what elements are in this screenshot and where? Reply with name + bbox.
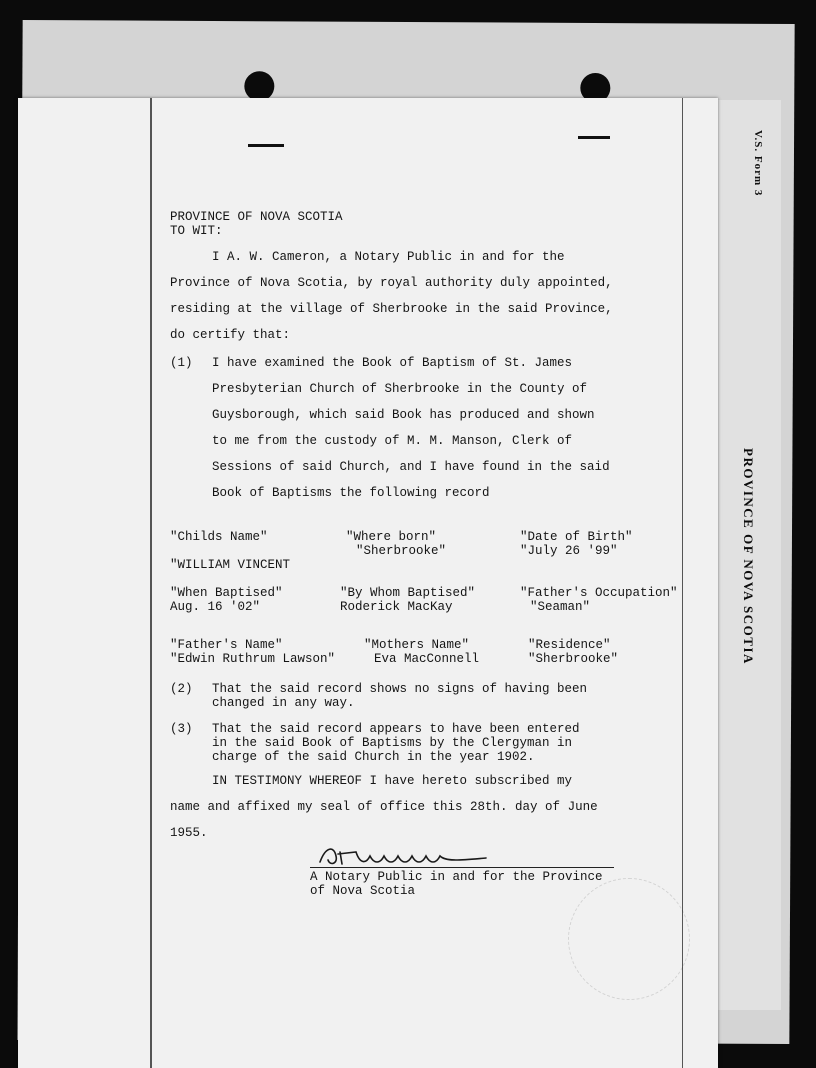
childs-name-value: "WILLIAM VINCENT (170, 558, 291, 572)
clause-line: That the said record shows no signs of having been (212, 682, 588, 696)
testimony-line: 1955. (170, 826, 208, 840)
clause-line: That the said record appears to have been entered (212, 722, 580, 736)
province-heading: PROVINCE OF NOVA SCOTIA (170, 210, 343, 224)
fathers-occupation-value: "Seaman" (530, 600, 591, 614)
intro-line: do certify that: (170, 328, 291, 342)
header-dash-right (578, 136, 610, 139)
clause-number: (3) (170, 722, 193, 736)
clause-line: charge of the said Church in the year 1902. (212, 750, 535, 764)
clause-line: in the said Book of Baptisms by the Clergyman in (212, 736, 573, 750)
embossed-seal (568, 878, 690, 1000)
testimony-line: IN TESTIMONY WHEREOF I have hereto subscribed my (212, 774, 573, 788)
clause-line: to me from the custody of M. M. Manson, Clerk of (212, 434, 573, 448)
childs-name-label: "Childs Name" (170, 530, 268, 544)
signature-scribble (316, 842, 496, 870)
intro-line: residing at the village of Sherbrooke in the said Province, (170, 302, 613, 316)
by-whom-label: "By Whom Baptised" (340, 586, 476, 600)
mothers-name-value: Eva MacConnell (374, 652, 480, 666)
intro-line: Province of Nova Scotia, by royal authority duly appointed, (170, 276, 613, 290)
clause-line: changed in any way. (212, 696, 355, 710)
clause-line: Book of Baptisms the following record (212, 486, 490, 500)
when-baptised-label: "When Baptised" (170, 586, 283, 600)
punch-hole-left (244, 71, 274, 101)
fathers-name-value: "Edwin Ruthrum Lawson" (170, 652, 336, 666)
clause-number: (2) (170, 682, 193, 696)
margin-rule-left (150, 98, 152, 1068)
to-wit: TO WIT: (170, 224, 223, 238)
fathers-name-label: "Father's Name" (170, 638, 283, 652)
form-label: V.S. Form 3 (752, 130, 764, 197)
header-dash-left (248, 144, 284, 147)
clause-line: Guysborough, which said Book has produced and shown (212, 408, 595, 422)
mothers-name-label: "Mothers Name" (364, 638, 470, 652)
testimony-line: name and affixed my seal of office this 28th. day of June (170, 800, 598, 814)
when-baptised-value: Aug. 16 '02" (170, 600, 261, 614)
intro-line: I A. W. Cameron, a Notary Public in and for the (212, 250, 565, 264)
where-born-label: "Where born" (346, 530, 437, 544)
signature-caption: of Nova Scotia (310, 884, 416, 898)
residence-value: "Sherbrooke" (528, 652, 619, 666)
signature-caption: A Notary Public in and for the Province (310, 870, 603, 884)
fathers-occupation-label: "Father's Occupation" (520, 586, 678, 600)
certificate-page (18, 98, 718, 1068)
dob-value: "July 26 '99" (520, 544, 618, 558)
residence-label: "Residence" (528, 638, 611, 652)
where-born-value: "Sherbrooke" (356, 544, 447, 558)
clause-number: (1) (170, 356, 193, 370)
clause-line: Sessions of said Church, and I have found in the said (212, 460, 610, 474)
vertical-title: PROVINCE OF NOVA SCOTIA (741, 448, 756, 665)
by-whom-value: Roderick MacKay (340, 600, 453, 614)
signature-line (310, 867, 614, 868)
clause-line: I have examined the Book of Baptism of St. James (212, 356, 573, 370)
dob-label: "Date of Birth" (520, 530, 633, 544)
clause-line: Presbyterian Church of Sherbrooke in the County of (212, 382, 588, 396)
